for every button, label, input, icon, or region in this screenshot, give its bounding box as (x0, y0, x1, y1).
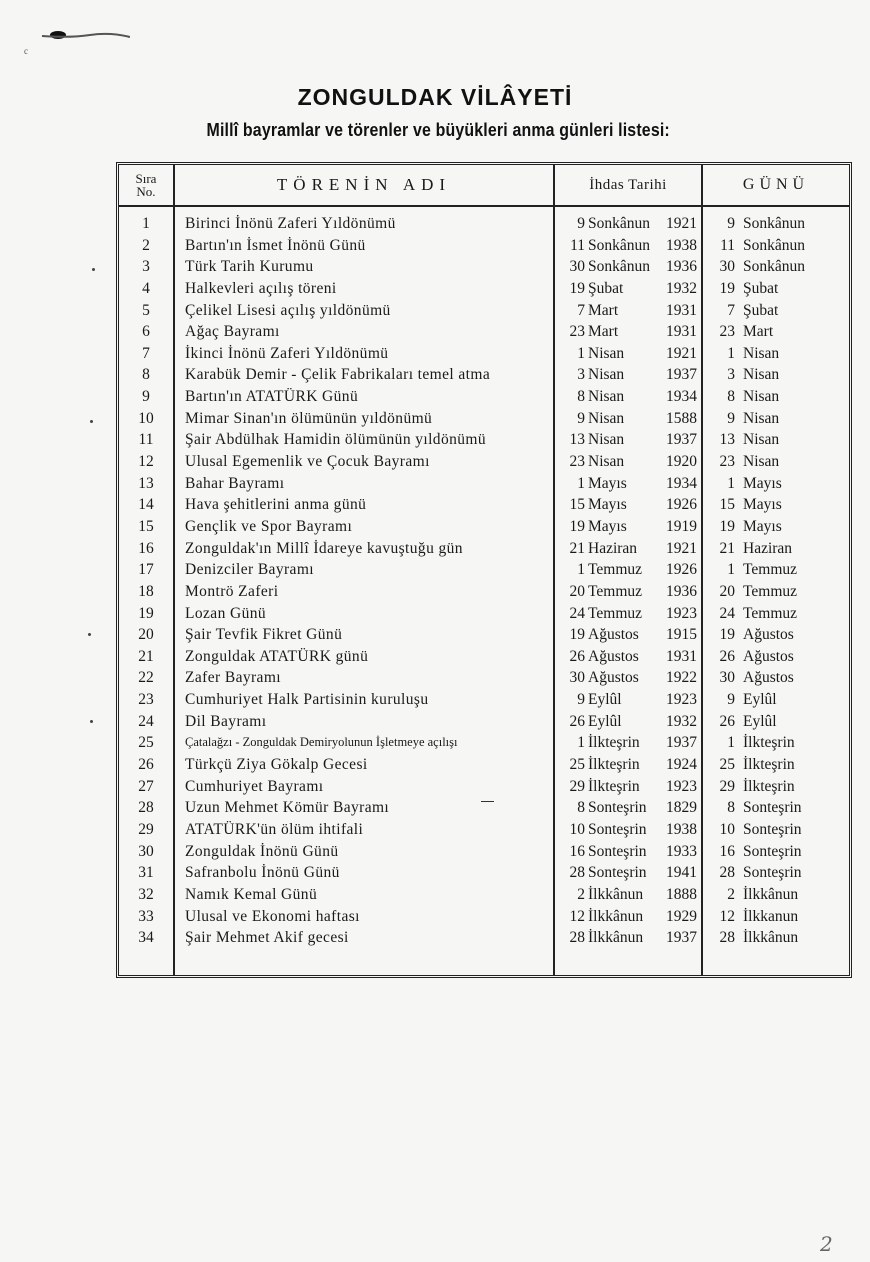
established-day: 21 (569, 539, 585, 557)
established-year: 1932 (666, 279, 697, 297)
established-month: Nisan (588, 409, 625, 427)
corner-mark: c (24, 46, 28, 56)
established-day: 7 (577, 301, 585, 319)
established-day: 2 (577, 885, 585, 903)
ceremony-name: Zonguldak İnönü Günü (185, 842, 339, 860)
table-row (119, 603, 849, 625)
established-month: Mart (588, 323, 619, 341)
established-day: 19 (569, 279, 585, 297)
table-row (119, 516, 849, 538)
row-number: 33 (138, 907, 154, 925)
observance-month: Sonteşrin (743, 842, 802, 860)
established-year: 1924 (666, 756, 697, 774)
established-day: 1 (577, 734, 585, 752)
established-day: 1 (577, 561, 585, 579)
established-month: Temmuz (588, 561, 643, 579)
observance-day: 1 (727, 344, 735, 362)
observance-day: 25 (719, 756, 735, 774)
established-year: 1938 (666, 236, 697, 254)
table-row (119, 473, 849, 495)
handwritten-page-number: 2 (820, 1232, 833, 1256)
table-row (119, 235, 849, 257)
observance-day: 3 (727, 366, 735, 384)
established-year: 1923 (666, 604, 697, 622)
row-number: 31 (138, 864, 154, 882)
established-year: 1938 (666, 820, 697, 838)
observance-month: Haziran (743, 539, 793, 557)
established-day: 28 (569, 864, 585, 882)
established-day: 19 (569, 626, 585, 644)
observance-day: 1 (727, 734, 735, 752)
observance-month: Nisan (743, 344, 780, 362)
row-number: 29 (138, 820, 154, 838)
table-row (119, 711, 849, 733)
ceremony-name: Bartın'ın İsmet İnönü Günü (185, 236, 366, 254)
ink-smudge-mark (40, 30, 130, 42)
established-year: 1920 (666, 453, 697, 471)
document-title: ZONGULDAK VİLÂYETİ (297, 84, 573, 110)
established-month: Temmuz (588, 604, 643, 622)
observance-day: 2 (727, 885, 735, 903)
established-month: Mart (588, 301, 619, 319)
row-number: 13 (138, 474, 154, 492)
observance-month: İlkteşrin (743, 777, 795, 795)
established-month: Ağustos (588, 647, 639, 665)
observance-day: 30 (719, 669, 735, 687)
established-day: 23 (569, 323, 585, 341)
ceremony-name: Karabük Demir - Çelik Fabrikaları temel atma (185, 366, 491, 384)
row-number: 32 (138, 885, 154, 903)
row-number: 17 (138, 561, 154, 579)
established-month: Mayıs (588, 517, 627, 535)
observance-day: 12 (719, 907, 735, 925)
established-year: 1921 (666, 215, 697, 232)
established-year: 1888 (666, 885, 697, 903)
header-divider (119, 205, 173, 207)
row-number: 11 (138, 431, 154, 449)
established-year: 1937 (666, 734, 697, 752)
ceremony-name: Birinci İnönü Zaferi Yıldönümü (185, 215, 396, 232)
ceremony-name: ATATÜRK'ün ölüm ihtifali (185, 820, 364, 838)
ceremony-name: Türk Tarih Kurumu (185, 258, 314, 276)
established-year: 1915 (666, 626, 697, 644)
ceremony-name: Halkevleri açılış töreni (185, 279, 337, 297)
observance-day: 26 (719, 647, 735, 665)
row-number: 3 (142, 258, 150, 276)
established-year: 1923 (666, 777, 697, 795)
established-year: 1919 (666, 517, 697, 535)
table-row (119, 732, 849, 754)
established-month: İlkkânun (588, 885, 644, 903)
established-month: Ağustos (588, 626, 639, 644)
margin-dot (90, 420, 93, 423)
established-day: 8 (577, 799, 585, 817)
row-number: 14 (138, 496, 154, 514)
observance-month: İlkkanun (743, 907, 799, 925)
table-row (119, 538, 849, 560)
established-day: 19 (569, 517, 585, 535)
ceremony-name: Zafer Bayramı (185, 669, 281, 687)
observance-month: Sonkânun (743, 258, 805, 276)
table-row (119, 256, 849, 278)
observance-month: İlkteşrin (743, 756, 795, 774)
established-day: 20 (569, 582, 585, 600)
header-torenin-adi: TÖRENİN ADI (276, 175, 452, 194)
table-row (119, 451, 849, 473)
established-day: 13 (569, 431, 585, 449)
established-year: 1929 (666, 907, 697, 925)
observance-month: İlkkânun (743, 929, 799, 947)
observance-day: 1 (727, 474, 735, 492)
established-month: Nisan (588, 344, 625, 362)
observance-day: 19 (719, 279, 735, 297)
row-number: 24 (138, 712, 154, 730)
observance-month: Sonteşrin (743, 799, 802, 817)
established-month: Mayıs (588, 474, 627, 492)
ceremony-name: İkinci İnönü Zaferi Yıldönümü (185, 344, 389, 362)
row-number: 4 (142, 279, 150, 297)
ceremony-name: Montrö Zaferi (185, 582, 279, 600)
established-month: Temmuz (588, 582, 643, 600)
table-row (119, 321, 849, 343)
observance-month: Sonteşrin (743, 820, 802, 838)
row-number: 10 (138, 409, 154, 427)
established-day: 9 (577, 409, 585, 427)
margin-dot (88, 633, 91, 636)
table-row (119, 689, 849, 711)
established-month: Ağustos (588, 669, 639, 687)
observance-month: Nisan (743, 409, 780, 427)
observance-day: 15 (719, 496, 735, 514)
observance-day: 7 (727, 301, 735, 319)
ceremony-name: Zonguldak'ın Millî İdareye kavuştuğu gün (185, 539, 463, 557)
observance-day: 9 (727, 215, 735, 232)
established-year: 1921 (666, 539, 697, 557)
established-month: Eylûl (588, 691, 622, 709)
established-year: 1829 (666, 799, 697, 817)
row-number: 16 (138, 539, 154, 557)
table-row (119, 429, 849, 451)
row-number: 5 (142, 301, 150, 319)
established-day: 11 (570, 236, 585, 254)
established-day: 26 (569, 712, 585, 730)
observance-day: 21 (719, 539, 735, 557)
observance-day: 23 (719, 453, 735, 471)
header-sira-label: Sıra (135, 171, 157, 186)
established-month: Sonteşrin (588, 799, 647, 817)
ceremony-name: Türkçü Ziya Gökalp Gecesi (185, 756, 368, 774)
row-number: 7 (142, 344, 150, 362)
observance-day: 11 (720, 236, 735, 254)
table-row (119, 884, 849, 906)
row-number: 20 (138, 626, 154, 644)
established-day: 9 (577, 691, 585, 709)
established-month: İlkkânun (588, 929, 644, 947)
established-day: 25 (569, 756, 585, 774)
ceremony-name: Şair Tevfik Fikret Günü (185, 626, 343, 644)
ceremony-name: Ulusal Egemenlik ve Çocuk Bayramı (185, 453, 430, 471)
observance-month: Sonkânun (743, 215, 805, 232)
table-row (119, 819, 849, 841)
table-row (119, 754, 849, 776)
row-number: 34 (138, 929, 154, 947)
document-subtitle: Millî bayramlar ve törenler ve büyükleri anma günleri listesi: (206, 119, 670, 140)
row-number: 23 (138, 691, 154, 709)
established-day: 26 (569, 647, 585, 665)
observance-day: 1 (727, 561, 735, 579)
ceremony-name: Namık Kemal Günü (185, 885, 318, 903)
established-day: 10 (569, 820, 585, 838)
observance-month: Ağustos (743, 626, 794, 644)
established-year: 1926 (666, 496, 697, 514)
observance-day: 28 (719, 929, 735, 947)
ceremony-name: Ağaç Bayramı (185, 323, 280, 341)
ceremony-name: Şair Abdülhak Hamidin ölümünün yıldönümü (185, 431, 487, 449)
ceremony-name: Uzun Mehmet Kömür Bayramı (185, 799, 390, 817)
ceremony-name: Şair Mehmet Akif gecesi (185, 929, 349, 947)
ceremony-name: Zonguldak ATATÜRK günü (185, 647, 369, 665)
observance-month: Mart (743, 323, 774, 341)
established-year: 1926 (666, 561, 697, 579)
established-year: 1936 (666, 582, 697, 600)
table-row (119, 906, 849, 928)
table-row (119, 559, 849, 581)
observance-day: 24 (719, 604, 735, 622)
ceremony-name: Bartın'ın ATATÜRK Günü (185, 388, 359, 406)
header-gunu: GÜNÜ (742, 176, 810, 193)
observance-day: 16 (719, 842, 735, 860)
stray-dash-mark (481, 801, 494, 802)
observance-month: Sonkânun (743, 236, 805, 254)
established-year: 1588 (666, 409, 697, 427)
table-row (119, 862, 849, 884)
established-day: 12 (569, 907, 585, 925)
established-month: Sonteşrin (588, 820, 647, 838)
ceremony-name: Cumhuriyet Halk Partisinin kuruluşu (185, 691, 429, 709)
established-month: İlkteşrin (588, 756, 640, 774)
ceremony-name: Ulusal ve Ekonomi haftası (185, 907, 360, 925)
established-day: 1 (577, 474, 585, 492)
observance-month: Sonteşrin (743, 864, 802, 882)
established-year: 1933 (666, 842, 697, 860)
row-number: 9 (142, 388, 150, 406)
header-ihdas-tarihi: İhdas Tarihi (589, 176, 667, 193)
observance-month: Mayıs (743, 496, 782, 514)
established-day: 30 (569, 669, 585, 687)
ceremony-name: Cumhuriyet Bayramı (185, 777, 324, 795)
established-day: 30 (569, 258, 585, 276)
established-month: Sonteşrin (588, 842, 647, 860)
observance-month: İlkkânun (743, 885, 799, 903)
ceremony-name: Denizciler Bayramı (185, 561, 314, 579)
table-row (119, 343, 849, 365)
established-year: 1937 (666, 366, 697, 384)
table-row (119, 300, 849, 322)
observance-month: Nisan (743, 366, 780, 384)
established-year: 1934 (666, 474, 697, 492)
observance-day: 10 (719, 820, 735, 838)
observance-month: Temmuz (743, 561, 798, 579)
established-year: 1931 (666, 323, 697, 341)
table-row (119, 364, 849, 386)
table-row (119, 386, 849, 408)
established-year: 1941 (666, 864, 697, 882)
established-day: 15 (569, 496, 585, 514)
table-body (119, 213, 849, 949)
established-year: 1921 (666, 344, 697, 362)
row-number: 2 (142, 236, 150, 254)
ceremony-table (116, 162, 852, 978)
ceremony-name: Lozan Günü (185, 604, 267, 622)
margin-dot (90, 720, 93, 723)
ceremony-name: Safranbolu İnönü Günü (185, 864, 340, 882)
established-day: 1 (577, 344, 585, 362)
observance-day: 9 (727, 409, 735, 427)
table-row (119, 776, 849, 798)
table-row (119, 624, 849, 646)
observance-month: Eylûl (743, 712, 777, 730)
established-year: 1937 (666, 929, 697, 947)
established-day: 9 (577, 215, 585, 232)
observance-day: 26 (719, 712, 735, 730)
observance-month: Ağustos (743, 647, 794, 665)
margin-dot (92, 268, 95, 271)
observance-day: 13 (719, 431, 735, 449)
established-year: 1936 (666, 258, 697, 276)
ceremony-name: Bahar Bayramı (185, 474, 285, 492)
ceremony-name: Çatalağzı - Zonguldak Demiryolunun İşletmeye açılışı (185, 735, 458, 750)
table-row (119, 646, 849, 668)
table-row (119, 213, 849, 235)
row-number: 15 (138, 517, 154, 535)
observance-day: 9 (727, 691, 735, 709)
observance-month: İlkteşrin (743, 734, 795, 752)
observance-month: Nisan (743, 388, 780, 406)
observance-day: 28 (719, 864, 735, 882)
established-year: 1934 (666, 388, 697, 406)
observance-month: Nisan (743, 453, 780, 471)
established-day: 28 (569, 929, 585, 947)
established-month: Sonkânun (588, 215, 650, 232)
observance-month: Temmuz (743, 582, 798, 600)
row-number: 27 (138, 777, 154, 795)
established-year: 1923 (666, 691, 697, 709)
row-number: 8 (142, 366, 150, 384)
established-year: 1922 (666, 669, 697, 687)
row-number: 19 (138, 604, 154, 622)
ceremony-name: Gençlik ve Spor Bayramı (185, 517, 353, 535)
established-month: Şubat (588, 279, 624, 297)
table-row (119, 408, 849, 430)
established-day: 8 (577, 388, 585, 406)
established-month: Sonkânun (588, 236, 650, 254)
table-row (119, 667, 849, 689)
table-row (119, 581, 849, 603)
observance-day: 8 (727, 799, 735, 817)
established-month: Sonteşrin (588, 864, 647, 882)
observance-month: Şubat (743, 279, 779, 297)
ceremony-name: Mimar Sinan'ın ölümünün yıldönümü (185, 409, 433, 427)
row-number: 6 (142, 323, 150, 341)
established-month: İlkteşrin (588, 777, 640, 795)
established-day: 29 (569, 777, 585, 795)
established-month: Nisan (588, 366, 625, 384)
established-month: Sonkânun (588, 258, 650, 276)
table-row (119, 494, 849, 516)
observance-month: Temmuz (743, 604, 798, 622)
row-number: 21 (138, 647, 154, 665)
observance-month: Mayıs (743, 517, 782, 535)
observance-day: 29 (719, 777, 735, 795)
row-number: 28 (138, 799, 154, 817)
observance-month: Ağustos (743, 669, 794, 687)
established-day: 16 (569, 842, 585, 860)
header-no-label: No. (136, 184, 156, 199)
established-day: 23 (569, 453, 585, 471)
row-number: 1 (142, 215, 150, 232)
established-month: Nisan (588, 388, 625, 406)
observance-month: Şubat (743, 301, 779, 319)
header-sira-no (119, 165, 173, 205)
established-month: Mayıs (588, 496, 627, 514)
header-divider (173, 205, 849, 207)
established-year: 1937 (666, 431, 697, 449)
observance-day: 20 (719, 582, 735, 600)
observance-day: 8 (727, 388, 735, 406)
established-month: İlkkânun (588, 907, 644, 925)
ceremony-name: Dil Bayramı (185, 712, 267, 730)
row-number: 30 (138, 842, 154, 860)
ceremony-name: Çelikel Lisesi açılış yıldönümü (185, 301, 391, 319)
row-number: 25 (138, 734, 154, 752)
table-row (119, 278, 849, 300)
observance-day: 19 (719, 626, 735, 644)
established-year: 1931 (666, 647, 697, 665)
established-day: 3 (577, 366, 585, 384)
established-month: Haziran (588, 539, 638, 557)
row-number: 18 (138, 582, 154, 600)
established-month: İlkteşrin (588, 734, 640, 752)
established-day: 24 (569, 604, 585, 622)
row-number: 26 (138, 756, 154, 774)
observance-day: 23 (719, 323, 735, 341)
observance-day: 19 (719, 517, 735, 535)
ceremony-name: Hava şehitlerini anma günü (185, 496, 367, 514)
established-year: 1931 (666, 301, 697, 319)
table-row (119, 927, 849, 949)
observance-month: Eylûl (743, 691, 777, 709)
observance-day: 30 (719, 258, 735, 276)
row-number: 12 (138, 453, 154, 471)
observance-month: Mayıs (743, 474, 782, 492)
table-row (119, 841, 849, 863)
observance-month: Nisan (743, 431, 780, 449)
established-year: 1932 (666, 712, 697, 730)
established-month: Eylûl (588, 712, 622, 730)
established-month: Nisan (588, 453, 625, 471)
established-month: Nisan (588, 431, 625, 449)
row-number: 22 (138, 669, 154, 687)
